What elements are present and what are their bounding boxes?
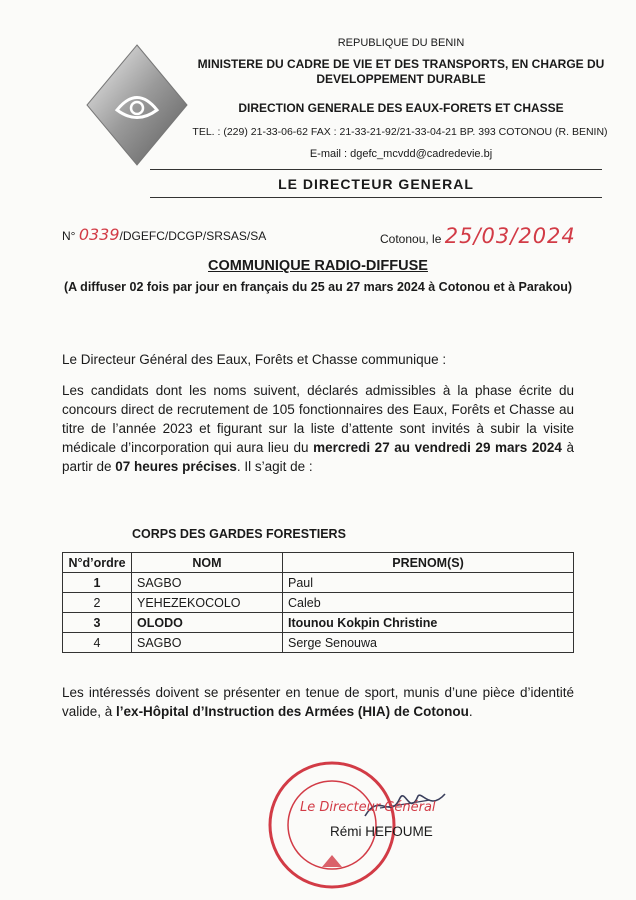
text: Les intéressés doivent se présenter en tenue de sport, munis d’une pièce d’identité valide, à [62, 685, 574, 719]
text-bold: mercredi 27 au vendredi 29 mars 2024 [313, 440, 562, 455]
text: . [468, 704, 473, 719]
table-cell: 3 [63, 613, 132, 633]
section-heading: CORPS DES GARDES FORESTIERS [132, 527, 346, 541]
col-header: PRENOM(S) [283, 553, 574, 573]
header-email: E-mail : dgefc_mcvdd@cadredevie.bj [309, 148, 493, 160]
col-header: NOM [132, 553, 283, 573]
office-title: LE DIRECTEUR GENERAL [278, 176, 474, 192]
table-cell: Caleb [283, 593, 574, 613]
header-direction: DIRECTION GENERALE DES EAUX-FORETS ET CHASSE [238, 101, 564, 115]
table-cell: Itounou Kokpin Christine [283, 613, 574, 633]
text: Les candidats dont les noms suivent, déclarés admissibles à la phase écrite du concours direct de recrutement de 105 fonctionnaires des Eaux, Forêts et Chasse au titre de l’année 2023 et figurant sur la liste d’attente sont invités à subir la visite médicale d’incorporation qui aura lieu du [62, 383, 574, 455]
text-bold: 07 heures précises [115, 459, 237, 474]
header-ministry: MINISTERE DU CADRE DE VIE ET DES TRANSPORTS, EN CHARGE DU DEVELOPPEMENT DURABLE [197, 57, 605, 86]
divider [150, 197, 602, 198]
table-cell: SAGBO [132, 573, 283, 593]
ministry-logo [82, 40, 192, 170]
table-cell: SAGBO [132, 633, 283, 653]
table-header-row [63, 553, 574, 573]
text-bold: l’ex-Hôpital d’Instruction des Armées (HIA) de Cotonou [116, 704, 469, 719]
table-cell: Paul [283, 573, 574, 593]
candidates-table [62, 552, 574, 653]
divider [150, 169, 602, 170]
ref-suffix: /DGEFC/DCGP/SRSAS/SA [119, 229, 267, 243]
reference-number [62, 225, 266, 244]
ref-number-handwritten: 0339 [78, 225, 120, 244]
signatory-name: Rémi HEFOUME [330, 824, 433, 839]
table-row [63, 593, 574, 613]
place: Cotonou, le [380, 232, 442, 246]
document-title: COMMUNIQUE RADIO-DIFFUSE [208, 258, 428, 274]
closing-paragraph [62, 683, 574, 721]
place-date [380, 224, 576, 248]
signatory-title: Le Directeur Général [300, 800, 436, 815]
table-cell: 2 [63, 593, 132, 613]
header-contact: TEL. : (229) 21-33-06-62 FAX : 21-33-21-92/21-33-04-21 BP. 393 COTONOU (R. BENIN) [192, 126, 608, 138]
ref-prefix: N° [62, 229, 76, 243]
table-row [63, 573, 574, 593]
col-header: N°d’ordre [63, 553, 132, 573]
table-row [63, 633, 574, 653]
table-cell: 1 [63, 573, 132, 593]
date-handwritten: 25/03/2024 [444, 224, 576, 248]
table-cell: Serge Senouwa [283, 633, 574, 653]
table-cell: 4 [63, 633, 132, 653]
text: à partir de [62, 440, 574, 474]
text: . Il s’agit de : [236, 459, 313, 474]
header-republic: REPUBLIQUE DU BENIN [337, 37, 465, 49]
table-cell: YEHEZEKOCOLO [132, 593, 283, 613]
document-subtitle: (A diffuser 02 fois par jour en français du 25 au 27 mars 2024 à Cotonou et à Parakou) [63, 280, 573, 294]
table-row [63, 613, 574, 633]
intro-paragraph: Le Directeur Général des Eaux, Forêts et Chasse communique : [62, 352, 447, 367]
main-paragraph [62, 381, 574, 476]
table-cell: OLODO [132, 613, 283, 633]
